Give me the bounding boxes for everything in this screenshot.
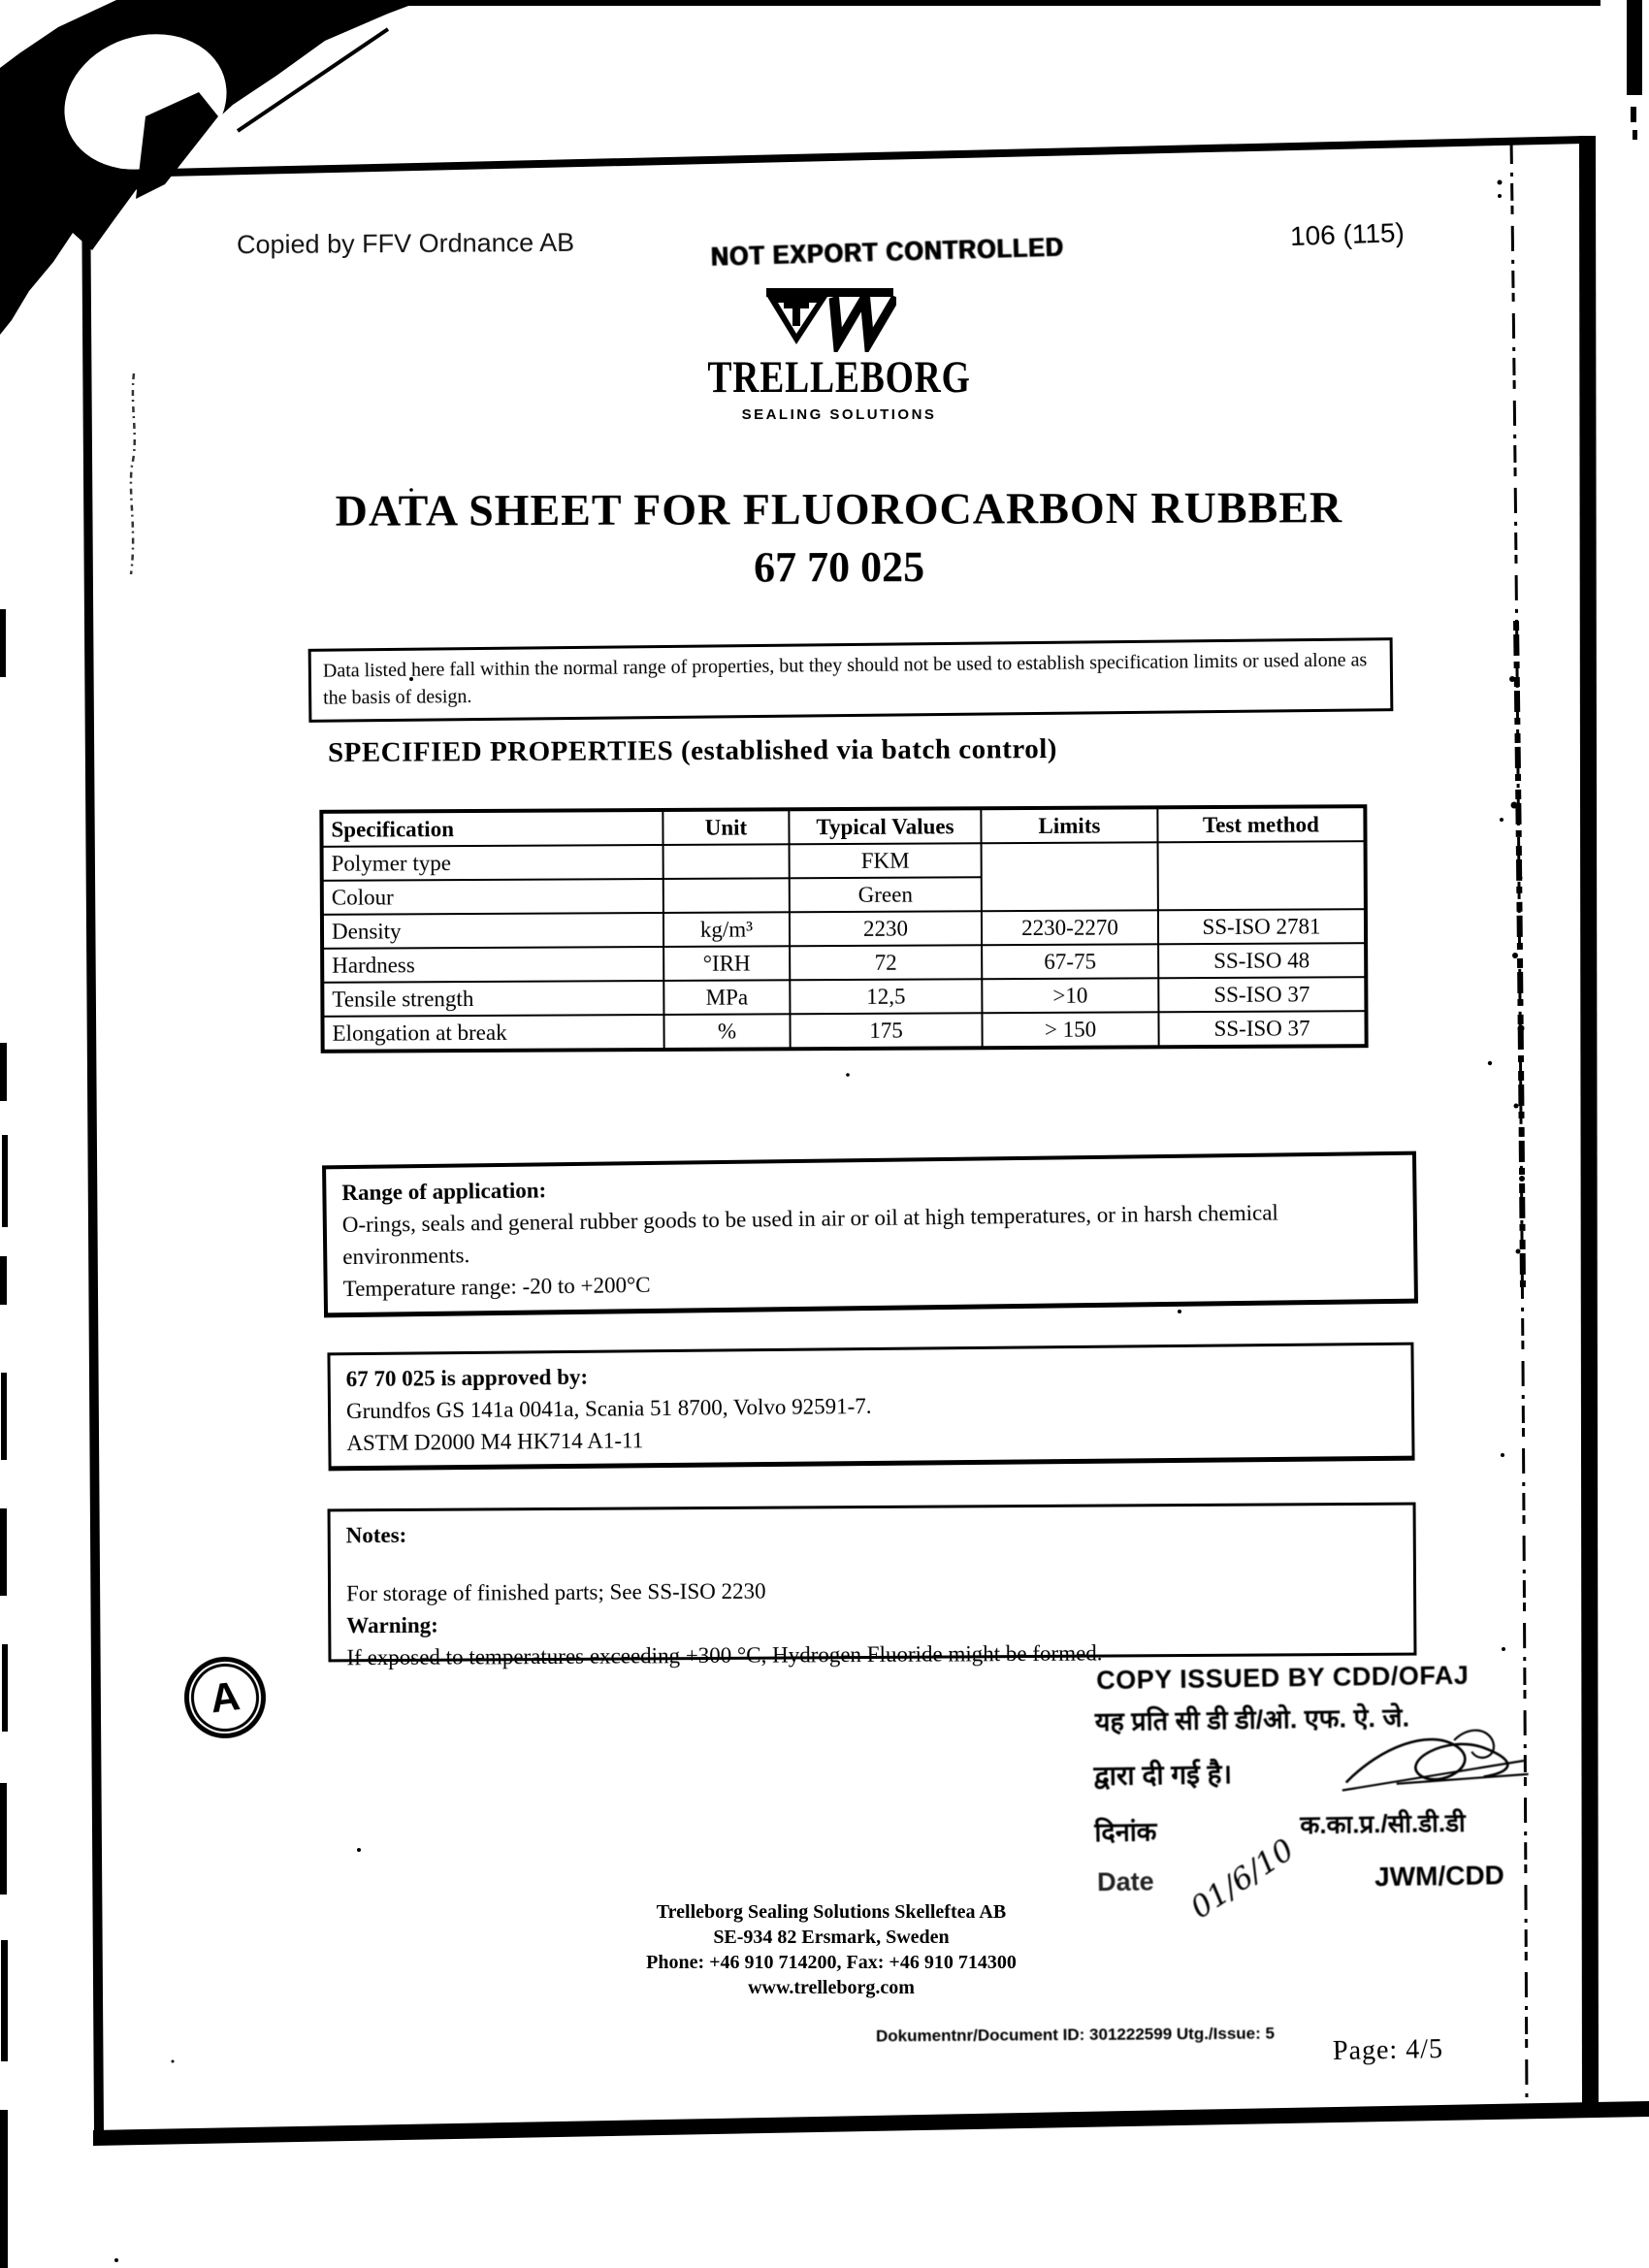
stamp-line-hindi-2: द्वारा दी गई है। (1093, 1759, 1233, 1792)
cell-test-method: SS-ISO 2781 (1158, 909, 1366, 944)
trelleborg-logo-text: TRELLEBORG (707, 352, 971, 403)
cell-specification: Tensile strength (322, 981, 663, 1017)
handwritten-date: 01/6/10 (1184, 1831, 1301, 1927)
document-id: Dokumentnr/Document ID: 301222599 Utg./Issue: 5 (875, 2024, 1276, 2046)
cell-limits: > 150 (982, 1012, 1158, 1048)
footer-phone-fax: Phone: +46 910 714200, Fax: +46 910 714300 (646, 1952, 1017, 1973)
cell-specification: Density (322, 913, 663, 949)
cell-specification: Colour (322, 879, 663, 915)
cell-typical: 2230 (790, 911, 982, 946)
approval-line1: Grundfos GS 141a 0041a, Scania 51 8700, Volvo 92591-7. (345, 1393, 872, 1424)
table-row (322, 977, 1366, 1017)
col-header-test-method: Test method (1157, 806, 1365, 842)
cell-limits: 67-75 (982, 944, 1158, 979)
inspection-stamp-letter: A (187, 1660, 263, 1735)
cell-typical: FKM (790, 843, 982, 878)
table-row (322, 909, 1366, 949)
notes-heading: Notes: (345, 1522, 407, 1548)
cell-specification: Hardness (322, 947, 663, 983)
range-of-application-box (322, 1151, 1418, 1318)
cell-limits: >10 (982, 978, 1158, 1013)
cell-unit: °IRH (663, 946, 790, 981)
stamp-date-label: Date (1096, 1866, 1154, 1897)
stamp-line-english: COPY ISSUED BY CDD/OFAJ (1095, 1660, 1470, 1696)
stamp-line-hindi-1: यह प्रति सी डी डी/ओ. एफ. ऐ. जे. (1094, 1702, 1410, 1737)
approval-heading: 67 70 025 is approved by: (345, 1364, 589, 1392)
warning-text: If exposed to temperatures exceeding +300 °C, Hydrogen Fluoride might be formed. (346, 1640, 1103, 1670)
cell-test-method: SS-ISO 48 (1158, 943, 1366, 978)
cell-typical: 12,5 (790, 979, 982, 1014)
range-temperature: Temperature range: -20 to +200°C (342, 1272, 651, 1302)
footer-company: Trelleborg Sealing Solutions Skelleftea AB (656, 1901, 1007, 1923)
stamp-date-label-hindi: दिनांक (1094, 1817, 1157, 1848)
title-line2: 67 70 025 (754, 542, 925, 592)
footer-website: www.trelleborg.com (748, 1977, 915, 1998)
cell-limits: 2230-2270 (982, 910, 1158, 945)
logo-tagline: SEALING SOLUTIONS (741, 406, 937, 423)
page-reference-number: 106 (115) (1289, 216, 1406, 252)
footer-address-block (574, 1899, 1088, 2000)
stamp-office-code: क.का.प्र./सी.डी.डी (1300, 1807, 1466, 1840)
section-heading: SPECIFIED PROPERTIES (established via batch control) (327, 733, 1058, 768)
cell-specification: Elongation at break (322, 1015, 663, 1052)
cell-unit (663, 878, 790, 913)
col-header-unit: Unit (663, 809, 789, 845)
cell-typical: Green (790, 877, 982, 912)
col-header-limits: Limits (981, 807, 1157, 843)
footer-address: SE-934 82 Ersmark, Sweden (713, 1927, 950, 1948)
copy-issued-stamp (1088, 1660, 1538, 1947)
range-heading: Range of application: (341, 1178, 547, 1206)
approval-box (327, 1343, 1414, 1472)
cell-test-method: SS-ISO 37 (1158, 977, 1366, 1012)
cell-unit: % (663, 1014, 790, 1050)
signature-scribble (1338, 1720, 1533, 1820)
range-body: O-rings, seals and general rubber goods to be used in air or oil at high temperatures, or in harsh chemical environments. (341, 1200, 1278, 1270)
cell-typical: 72 (790, 945, 982, 980)
col-header-specification: Specification (321, 810, 663, 847)
warning-heading: Warning: (346, 1612, 438, 1638)
trelleborg-logo-icon (766, 288, 896, 352)
export-control-stamp: NOT EXPORT CONTROLLED (710, 232, 1065, 273)
cell-test-method (1158, 841, 1366, 910)
cell-unit: MPa (663, 980, 790, 1015)
cell-typical: 175 (790, 1013, 982, 1049)
approval-line2: ASTM D2000 M4 HK714 A1-11 (346, 1428, 644, 1456)
disclaimer-box: Data listed here fall within the normal range of properties, but they should not be used to establish specification limits or used alone as the basis of design. (308, 637, 1394, 723)
properties-table (319, 804, 1368, 1053)
cell-unit: kg/m³ (663, 912, 790, 947)
cell-limits (982, 842, 1158, 911)
title-line1: DATA SHEET FOR FLUOROCARBON RUBBER (335, 482, 1343, 535)
copied-by-note: Copied by FFV Ordnance AB (236, 227, 575, 260)
notes-box (328, 1503, 1417, 1670)
table-row (322, 1011, 1366, 1052)
cell-test-method: SS-ISO 37 (1158, 1011, 1366, 1047)
page-number: Page: 4/5 (1332, 2034, 1444, 2066)
document-title (165, 481, 1513, 595)
table-row (322, 943, 1366, 983)
col-header-typical-values: Typical Values (789, 808, 981, 844)
cell-unit (663, 844, 790, 879)
cell-specification: Polymer type (322, 845, 663, 881)
stamp-signoff: JWM/CDD (1374, 1860, 1505, 1893)
table-header-row (321, 806, 1365, 847)
table-row (322, 841, 1366, 881)
notes-line1: For storage of finished parts; See SS-ISO 2230 (345, 1578, 766, 1606)
